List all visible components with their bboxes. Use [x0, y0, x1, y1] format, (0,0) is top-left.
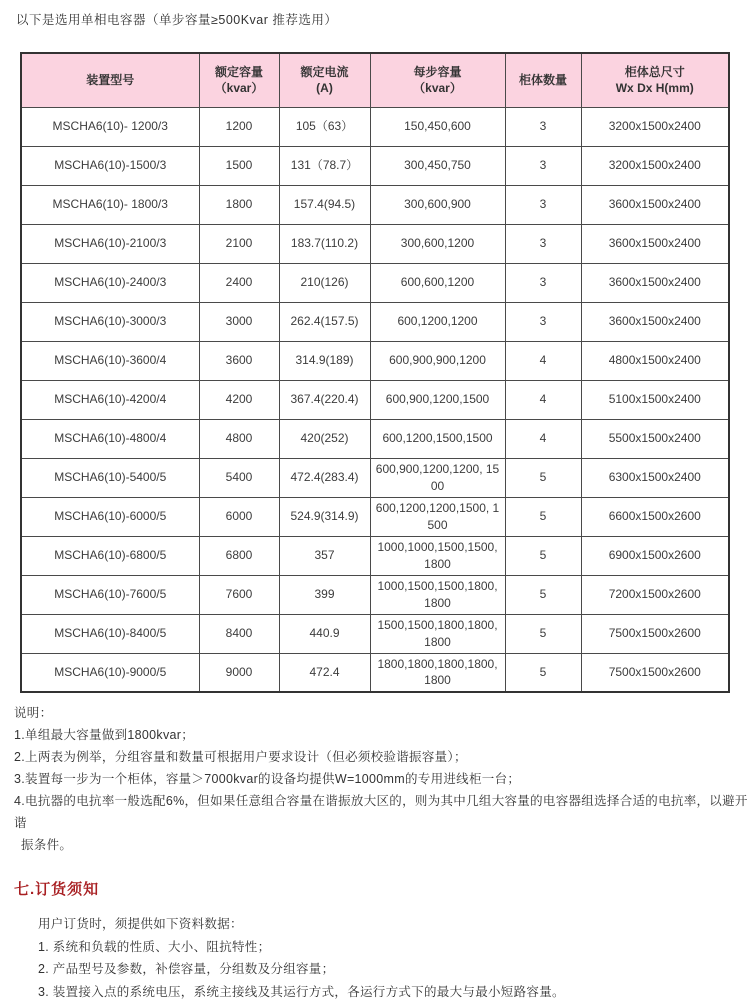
table-cell: 7500x1500x2600 — [581, 614, 729, 653]
table-cell: 420(252) — [279, 419, 370, 458]
table-cell: 3 — [505, 224, 581, 263]
table-cell: 2400 — [199, 263, 279, 302]
table-cell: 4 — [505, 341, 581, 380]
table-cell: 472.4(283.4) — [279, 458, 370, 497]
table-cell: 600,900,900,1200 — [370, 341, 505, 380]
table-row — [21, 341, 729, 380]
note-item-1: 1.单组最大容量做到1800kvar； — [14, 724, 750, 746]
table-cell: 3600x1500x2400 — [581, 224, 729, 263]
order-item-3: 3. 装置接入点的系统电压，系统主接线及其运行方式，各运行方式下的最大与最小短路容量。 — [38, 981, 750, 1003]
column-header-4: 柜体数量 — [505, 53, 581, 107]
table-cell: 600,600,1200 — [370, 263, 505, 302]
table-row — [21, 536, 729, 575]
table-cell: 6600x1500x2600 — [581, 497, 729, 536]
table-cell: 3 — [505, 185, 581, 224]
table-cell: 524.9(314.9) — [279, 497, 370, 536]
table-cell: 3 — [505, 146, 581, 185]
table-cell: 7200x1500x2600 — [581, 575, 729, 614]
table-cell: 5 — [505, 653, 581, 692]
table-cell: 3600x1500x2400 — [581, 185, 729, 224]
table-cell: 3000 — [199, 302, 279, 341]
column-header-1: 额定容量 （kvar） — [199, 53, 279, 107]
table-cell: MSCHA6(10)-6800/5 — [21, 536, 199, 575]
table-cell: MSCHA6(10)-3600/4 — [21, 341, 199, 380]
table-cell: 314.9(189) — [279, 341, 370, 380]
table-cell: 210(126) — [279, 263, 370, 302]
table-cell: 2100 — [199, 224, 279, 263]
page-title: 以下是选用单相电容器（单步容量≥500Kvar 推荐选用） — [0, 0, 750, 28]
order-intro: 用户订货时，须提供如下资料数据： — [38, 913, 750, 936]
table-cell: 183.7(110.2) — [279, 224, 370, 263]
table-cell: 600,900,1200,1500 — [370, 380, 505, 419]
capacitor-selection-table — [20, 52, 730, 693]
table-cell: 4800x1500x2400 — [581, 341, 729, 380]
order-section-heading: 七.订货须知 — [14, 878, 750, 899]
table-cell: 3 — [505, 107, 581, 146]
table-row — [21, 458, 729, 497]
table-cell: 300,600,900 — [370, 185, 505, 224]
table-cell: 157.4(94.5) — [279, 185, 370, 224]
table-cell: 472.4 — [279, 653, 370, 692]
column-header-3: 每步容量 （kvar） — [370, 53, 505, 107]
table-cell: 1800,1800,1800,1800, 1800 — [370, 653, 505, 692]
table-cell: 262.4(157.5) — [279, 302, 370, 341]
table-cell: 1800 — [199, 185, 279, 224]
table-cell: 6800 — [199, 536, 279, 575]
table-cell: 3200x1500x2400 — [581, 107, 729, 146]
table-cell: 5 — [505, 614, 581, 653]
table-cell: 600,1200,1200 — [370, 302, 505, 341]
table-cell: 357 — [279, 536, 370, 575]
table-cell: 5 — [505, 575, 581, 614]
table-cell: 4200 — [199, 380, 279, 419]
order-section-body — [38, 913, 750, 1003]
table-cell: MSCHA6(10)-2100/3 — [21, 224, 199, 263]
table-cell: MSCHA6(10)-3000/3 — [21, 302, 199, 341]
table-cell: MSCHA6(10)- 1200/3 — [21, 107, 199, 146]
table-header-row — [21, 53, 729, 107]
note-item-3: 3.装置每一步为一个柜体，容量＞7000kvar的设备均提供W=1000mm的专用进线柜一台； — [14, 768, 750, 790]
table-cell: MSCHA6(10)- 1800/3 — [21, 185, 199, 224]
column-header-5: 柜体总尺寸 Wx Dx H(mm) — [581, 53, 729, 107]
table-cell: MSCHA6(10)-8400/5 — [21, 614, 199, 653]
table-cell: 3600x1500x2400 — [581, 263, 729, 302]
table-cell: 6000 — [199, 497, 279, 536]
table-cell: 4 — [505, 419, 581, 458]
table-row — [21, 497, 729, 536]
table-cell: 8400 — [199, 614, 279, 653]
table-cell: 1000,1000,1500,1500, 1800 — [370, 536, 505, 575]
table-cell: 600,1200,1200,1500, 1500 — [370, 497, 505, 536]
table-row — [21, 380, 729, 419]
table-cell: 1000,1500,1500,1800, 1800 — [370, 575, 505, 614]
table-cell: MSCHA6(10)-4800/4 — [21, 419, 199, 458]
note-item-4: 4.电抗器的电抗率一般选配6%，但如果任意组合容量在谐振放大区的，则为其中几组大容量的电容器组选择合适的电抗率，以避开谐 — [14, 790, 750, 834]
table-cell: 5 — [505, 536, 581, 575]
table-cell: 300,600,1200 — [370, 224, 505, 263]
table-cell: 131（78.7） — [279, 146, 370, 185]
note-item-2: 2.上两表为例举，分组容量和数量可根据用户要求设计（但必须校验谐振容量）； — [14, 746, 750, 768]
table-cell: 5 — [505, 458, 581, 497]
table-cell: 4 — [505, 380, 581, 419]
table-cell: 3600x1500x2400 — [581, 302, 729, 341]
table-cell: 6900x1500x2600 — [581, 536, 729, 575]
table-cell: MSCHA6(10)-9000/5 — [21, 653, 199, 692]
table-cell: 300,450,750 — [370, 146, 505, 185]
table-cell: MSCHA6(10)-5400/5 — [21, 458, 199, 497]
table-row — [21, 146, 729, 185]
table-cell: 1500,1500,1800,1800, 1800 — [370, 614, 505, 653]
table-cell: 5500x1500x2400 — [581, 419, 729, 458]
table-row — [21, 575, 729, 614]
table-cell: 3 — [505, 302, 581, 341]
table-cell: 3200x1500x2400 — [581, 146, 729, 185]
table-cell: 150,450,600 — [370, 107, 505, 146]
order-item-2: 2. 产品型号及参数，补偿容量，分组数及分组容量； — [38, 958, 750, 981]
table-cell: 3 — [505, 263, 581, 302]
note-item-4-continued: 振条件。 — [14, 834, 750, 856]
table-cell: 7500x1500x2600 — [581, 653, 729, 692]
table-cell: 9000 — [199, 653, 279, 692]
notes-heading: 说明： — [14, 702, 750, 724]
table-cell: 7600 — [199, 575, 279, 614]
table-cell: 5100x1500x2400 — [581, 380, 729, 419]
table-cell: MSCHA6(10)-7600/5 — [21, 575, 199, 614]
table-cell: MSCHA6(10)-1500/3 — [21, 146, 199, 185]
table-row — [21, 614, 729, 653]
table-cell: MSCHA6(10)-4200/4 — [21, 380, 199, 419]
table-row — [21, 419, 729, 458]
table-row — [21, 107, 729, 146]
table-row — [21, 224, 729, 263]
table-cell: 4800 — [199, 419, 279, 458]
table-cell: 1200 — [199, 107, 279, 146]
table-cell: 3600 — [199, 341, 279, 380]
table-cell: 399 — [279, 575, 370, 614]
table-row — [21, 302, 729, 341]
table-cell: 600,1200,1500,1500 — [370, 419, 505, 458]
table-cell: MSCHA6(10)-6000/5 — [21, 497, 199, 536]
table-cell: MSCHA6(10)-2400/3 — [21, 263, 199, 302]
table-cell: 600,900,1200,1200, 1500 — [370, 458, 505, 497]
table-row — [21, 263, 729, 302]
table-cell: 105（63） — [279, 107, 370, 146]
table-row — [21, 653, 729, 692]
table-cell: 440.9 — [279, 614, 370, 653]
notes-section — [14, 702, 750, 856]
table-cell: 1500 — [199, 146, 279, 185]
table-cell: 5 — [505, 497, 581, 536]
table-cell: 5400 — [199, 458, 279, 497]
table-row — [21, 185, 729, 224]
order-item-1: 1. 系统和负载的性质、大小、阻抗特性； — [38, 936, 750, 959]
column-header-0: 装置型号 — [21, 53, 199, 107]
column-header-2: 额定电流 (A) — [279, 53, 370, 107]
table-cell: 367.4(220.4) — [279, 380, 370, 419]
table-cell: 6300x1500x2400 — [581, 458, 729, 497]
